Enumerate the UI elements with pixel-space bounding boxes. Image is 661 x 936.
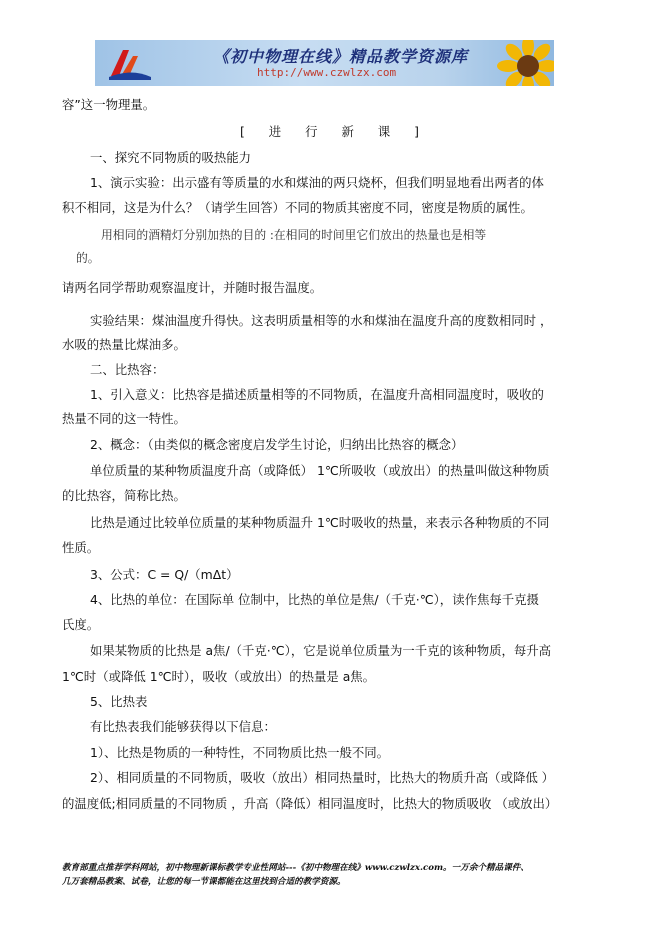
text-line: 2、概念：（由类似的概念密度启发学生讨论，归纳出比热容的概念） <box>90 437 464 452</box>
text-line: 如果某物质的比热是 a焦/（千克·℃），它是说单位质量为一千克的该种物质，每升高 <box>90 643 552 658</box>
text-line: 实验结果：煤油温度升得快。这表明质量相等的水和煤油在温度升高的度数相同时 ， <box>90 313 553 328</box>
header-banner <box>95 40 554 86</box>
text-line: 1℃时（或降低 1℃时），吸收（或放出）的热量是 a焦。 <box>62 669 376 684</box>
banner-url[interactable]: http://www.czwlzx.com <box>257 66 397 79</box>
text-line: 有比热表我们能够获得以下信息： <box>90 719 276 734</box>
text-line: 积不相同，这是为什么？（请学生回答）不同的物质其密度不同，密度是物质的属性。 <box>62 200 533 215</box>
text-line: 1）、比热是物质的一种特性，不同物质比热一般不同。 <box>90 745 390 760</box>
banner-title: 《初中物理在线》精品教学资源库 <box>213 47 469 66</box>
text-line: 1、演示实验：出示盛有等质量的水和煤油的两只烧杯，但我们明显地看出两者的体 <box>90 175 544 190</box>
text-line: 性质。 <box>62 540 100 555</box>
text-line: 请两名同学帮助观察温度计，并随时报告温度。 <box>62 280 323 295</box>
text-line: 比热是通过比较单位质量的某种物质温升 1℃时吸收的热量，来表示各种物质的不同 <box>90 515 550 530</box>
text-line: 的温度低;相同质量的不同物质 ，升高（降低）相同温度时，比热大的物质吸收 （或放出） <box>62 796 558 811</box>
formula-line: 3、公式：C = Q/（mΔt） <box>90 567 239 582</box>
text-line: 1、引入意义：比热容是描述质量相等的不同物质，在温度升高相同温度时，吸收的 <box>90 387 544 402</box>
footer-line: 几万套精品教案、试卷，让您的每一节课都能在这里找到合适的教学资源。 <box>62 877 346 887</box>
section-title: 5、比热表 <box>90 694 148 709</box>
footer-line: 教育部重点推荐学科网站，初中物理新课标教学专业性网站---《初中物理在线》www.czwlzx.com。一万余个精品课件、 <box>62 863 529 873</box>
section-heading: [ 进 行 新 课 ] <box>240 124 421 139</box>
text-line: 2）、相同质量的不同物质，吸收（放出）相同热量时，比热大的物质升高（或降低 ） <box>90 770 555 785</box>
section-title: 一、探究不同物质的吸热能力 <box>90 150 252 165</box>
text-line: 的比热容，简称比热。 <box>62 488 186 503</box>
text-line: 4、比热的单位：在国际单 位制中，比热的单位是焦/（千克·℃），读作焦每千克摄 <box>90 592 539 607</box>
section-title: 二、比热容： <box>90 362 165 377</box>
sunflower-icon <box>496 40 554 86</box>
text-line: 容”这一物理量。 <box>62 97 156 112</box>
text-line: 热量不同的这一特性。 <box>62 411 186 426</box>
text-line: 的。 <box>76 251 100 265</box>
site-logo-icon <box>107 46 153 80</box>
text-line: 单位质量的某种物质温度升高（或降低） 1℃所吸收（或放出）的热量叫做这种物质 <box>90 463 550 478</box>
text-line: 用相同的酒精灯分别加热的目的 :在相同的时间里它们放出的热量也是相等 <box>101 228 487 242</box>
text-line: 氏度。 <box>62 617 100 632</box>
text-line: 水吸的热量比煤油多。 <box>62 337 186 352</box>
